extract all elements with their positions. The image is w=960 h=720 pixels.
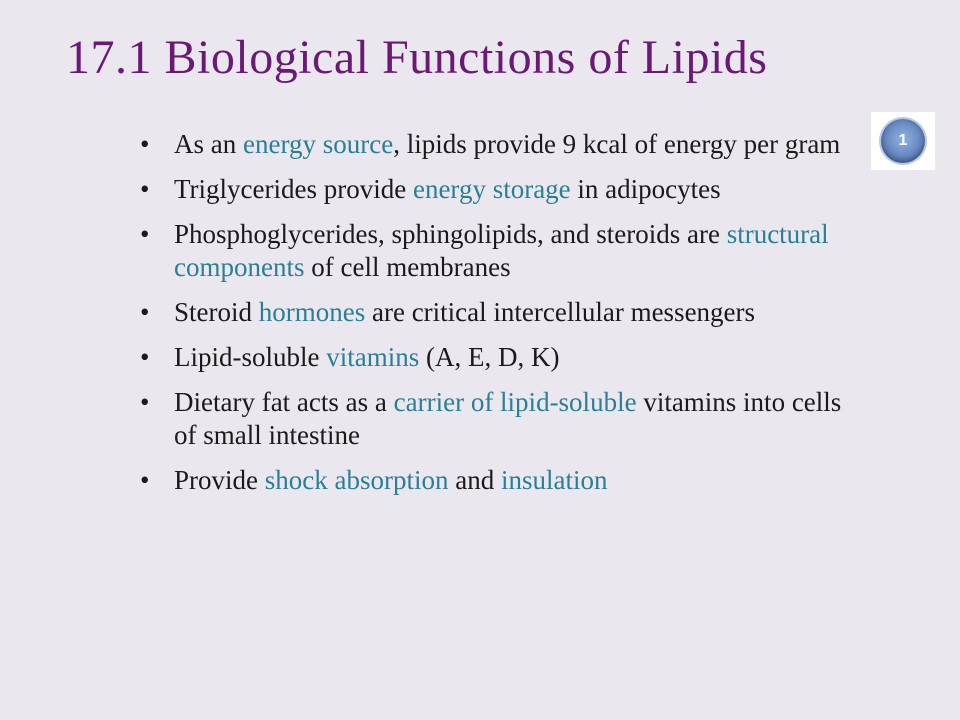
bullet-text: As an bbox=[174, 129, 243, 159]
highlighted-term: insulation bbox=[500, 465, 608, 495]
highlighted-term: structural components bbox=[174, 219, 829, 282]
bullet-item bbox=[140, 464, 860, 497]
bullet-text: Steroid bbox=[174, 297, 259, 327]
bullet-text: Triglycerides provide bbox=[174, 174, 413, 204]
bullet-text: and bbox=[448, 465, 501, 495]
bullet-dot: • bbox=[140, 129, 150, 159]
bullet-item bbox=[140, 173, 860, 206]
bullet-item bbox=[140, 218, 860, 284]
highlighted-term: shock absorption bbox=[264, 465, 449, 495]
bullet-dot: • bbox=[140, 174, 150, 204]
bullet-text: Dietary fat acts as a bbox=[174, 387, 394, 417]
bullet-dot: • bbox=[140, 387, 150, 417]
bullet-dot: • bbox=[140, 342, 150, 372]
bullet-text: , lipids provide 9 kcal of energy per gram bbox=[393, 129, 841, 159]
number-one-icon bbox=[881, 119, 925, 163]
step-number-badge bbox=[871, 112, 935, 170]
bullet-dot: • bbox=[140, 219, 150, 249]
highlighted-term: vitamins bbox=[326, 342, 420, 372]
bullet-text: are critical intercellular messengers bbox=[365, 297, 756, 327]
bullet-text: in adipocytes bbox=[570, 174, 721, 204]
highlighted-term: energy source bbox=[243, 129, 394, 159]
bullet-text: (A, E, D, K) bbox=[419, 342, 560, 372]
bullet-text: vitamins into cells of small intestine bbox=[174, 387, 842, 450]
slide-title: 17.1 Biological Functions of Lipids bbox=[66, 31, 768, 84]
highlighted-term: energy storage bbox=[412, 174, 571, 204]
highlighted-term: hormones bbox=[258, 297, 366, 327]
bullet-item bbox=[140, 296, 860, 329]
highlighted-term: carrier of lipid-soluble bbox=[393, 387, 637, 417]
badge-number: 1 bbox=[898, 132, 908, 149]
bullet-list bbox=[140, 128, 860, 509]
bullet-text: of cell membranes bbox=[304, 252, 511, 282]
bullet-text: Phosphoglycerides, sphingolipids, and steroids are bbox=[174, 219, 727, 249]
bullet-text: Provide bbox=[174, 465, 265, 495]
bullet-dot: • bbox=[140, 465, 150, 495]
bullet-item bbox=[140, 386, 860, 452]
bullet-item bbox=[140, 128, 860, 161]
bullet-dot: • bbox=[140, 297, 150, 327]
bullet-item bbox=[140, 341, 860, 374]
bullet-text: Lipid-soluble bbox=[174, 342, 327, 372]
